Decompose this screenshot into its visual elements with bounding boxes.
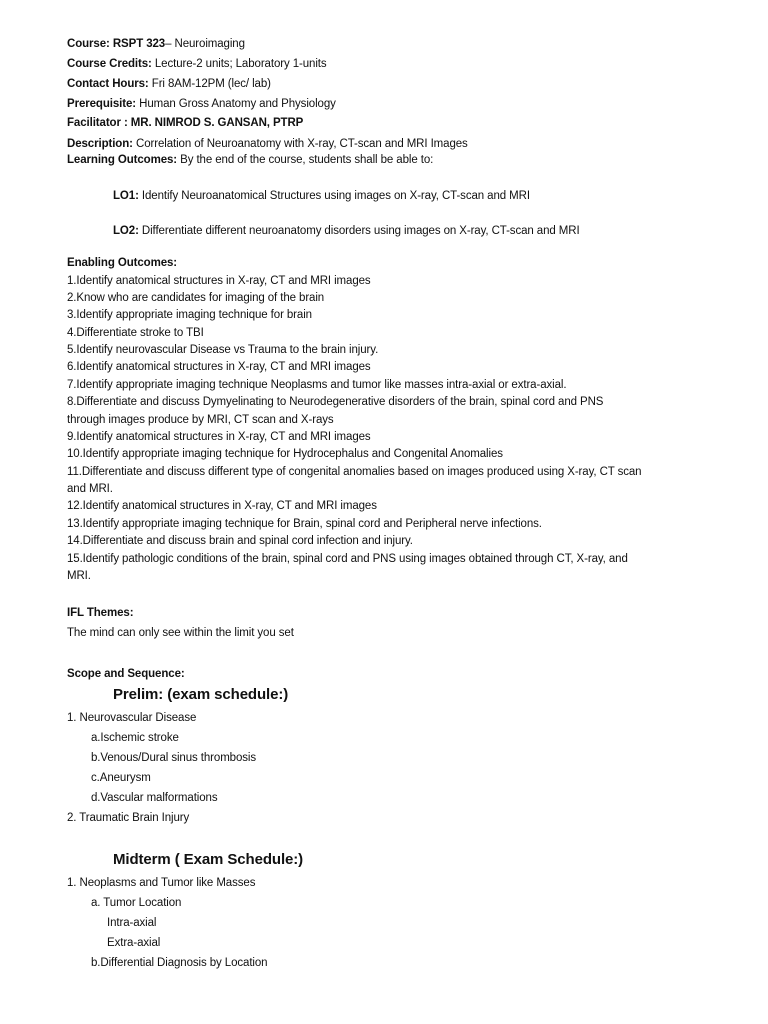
prelim-subtopic: c.Aneurysm bbox=[91, 772, 151, 784]
enabling-outcome-line: through images produce by MRI, CT scan and X-rays bbox=[67, 414, 334, 426]
lo1-text: Identify Neuroanatomical Structures using images on X-ray, CT-scan and MRI bbox=[141, 190, 530, 202]
enabling-outcome-line: 3.Identify appropriate imaging technique for brain bbox=[67, 309, 312, 321]
enabling-outcome-line: 13.Identify appropriate imaging technique for Brain, spinal cord and Peripheral nerve infections. bbox=[67, 518, 542, 530]
enabling-outcome-line: 4.Differentiate stroke to TBI bbox=[67, 327, 204, 339]
enabling-outcome-line: 14.Differentiate and discuss brain and spinal cord infection and injury. bbox=[67, 535, 413, 547]
course-value: – Neuroimaging bbox=[165, 38, 245, 50]
description-line bbox=[67, 137, 468, 151]
learning-outcomes-value: By the end of the course, students shall be able to: bbox=[180, 154, 434, 166]
credits-line bbox=[67, 57, 327, 71]
prerequisite-label: Prerequisite: bbox=[67, 98, 140, 110]
credits-value: Lecture-2 units; Laboratory 1-units bbox=[154, 58, 327, 70]
enabling-outcome-line: 2.Know who are candidates for imaging of the brain bbox=[67, 292, 325, 304]
midterm-subtopic-a: a. Tumor Location bbox=[91, 897, 182, 909]
scope-sequence-heading: Scope and Sequence: bbox=[67, 668, 185, 680]
prerequisite-line bbox=[67, 97, 336, 111]
facilitator-line bbox=[67, 116, 303, 130]
hours-line bbox=[67, 77, 271, 91]
hours-value: Fri 8AM-12PM (lec/ lab) bbox=[151, 78, 271, 90]
prelim-topic-1: 1. Neurovascular Disease bbox=[67, 712, 197, 724]
lo2-text: Differentiate different neuroanatomy disorders using images on X-ray, CT-scan and MRI bbox=[141, 225, 580, 237]
lo2-label: LO2: bbox=[113, 225, 142, 237]
course-line bbox=[67, 37, 245, 51]
enabling-outcome-line: 7.Identify appropriate imaging technique Neoplasms and tumor like masses intra-axial or extra-axial. bbox=[67, 379, 567, 391]
lo2-line bbox=[113, 224, 580, 238]
prelim-subtopic: d.Vascular malformations bbox=[91, 792, 218, 804]
enabling-outcome-line: 12.Identify anatomical structures in X-ray, CT and MRI images bbox=[67, 500, 377, 512]
prelim-subtopic: a.Ischemic stroke bbox=[91, 732, 179, 744]
prerequisite-value: Human Gross Anatomy and Physiology bbox=[139, 98, 336, 110]
midterm-topic-1: 1. Neoplasms and Tumor like Masses bbox=[67, 877, 256, 889]
prelim-heading: Prelim: (exam schedule:) bbox=[113, 686, 289, 703]
midterm-heading: Midterm ( Exam Schedule:) bbox=[113, 851, 304, 868]
midterm-subtopic-a2: Extra-axial bbox=[107, 937, 161, 949]
enabling-outcome-line: and MRI. bbox=[67, 483, 113, 495]
lo1-line bbox=[113, 189, 530, 203]
midterm-subtopic-a1: Intra-axial bbox=[107, 917, 157, 929]
enabling-outcome-line: 6.Identify anatomical structures in X-ray, CT and MRI images bbox=[67, 361, 371, 373]
learning-outcomes-line bbox=[67, 153, 433, 167]
description-value: Correlation of Neuroanatomy with X-ray, CT-scan and MRI Images bbox=[136, 138, 468, 150]
facilitator-value: MR. NIMROD S. GANSAN, PTRP bbox=[130, 117, 304, 129]
lo1-label: LO1: bbox=[113, 190, 142, 202]
ifl-themes-heading: IFL Themes: bbox=[67, 607, 134, 619]
enabling-outcome-line: 8.Differentiate and discuss Dymyelinating to Neurodegenerative disorders of the brain, spinal cord and PNS bbox=[67, 396, 604, 408]
enabling-outcome-line: 11.Differentiate and discuss different type of congenital anomalies based on images produced using X-ray, CT scan bbox=[67, 466, 642, 478]
midterm-subtopic-b: b.Differential Diagnosis by Location bbox=[91, 957, 268, 969]
enabling-outcome-line: 15.Identify pathologic conditions of the brain, spinal cord and PNS using images obtained through CT, X-ray, and bbox=[67, 553, 628, 565]
learning-outcomes-label: Learning Outcomes: bbox=[67, 154, 181, 166]
enabling-outcome-line: 1.Identify anatomical structures in X-ray, CT and MRI images bbox=[67, 275, 371, 287]
prelim-subtopic: b.Venous/Dural sinus thrombosis bbox=[91, 752, 257, 764]
description-label: Description: bbox=[67, 138, 136, 150]
prelim-topic-2: 2. Traumatic Brain Injury bbox=[67, 812, 190, 824]
ifl-themes-text: The mind can only see within the limit you set bbox=[67, 627, 294, 639]
enabling-outcome-line: 5.Identify neurovascular Disease vs Trauma to the brain injury. bbox=[67, 344, 379, 356]
enabling-outcome-line: 9.Identify anatomical structures in X-ray, CT and MRI images bbox=[67, 431, 371, 443]
enabling-outcome-line: MRI. bbox=[67, 570, 91, 582]
credits-label: Course Credits: bbox=[67, 58, 155, 70]
course-label: Course: RSPT 323 bbox=[67, 38, 166, 50]
enabling-outcome-line: 10.Identify appropriate imaging technique for Hydrocephalus and Congenital Anomalies bbox=[67, 448, 503, 460]
enabling-outcomes-heading: Enabling Outcomes: bbox=[67, 257, 178, 269]
hours-label: Contact Hours: bbox=[67, 78, 152, 90]
facilitator-label: Facilitator : bbox=[67, 117, 131, 129]
